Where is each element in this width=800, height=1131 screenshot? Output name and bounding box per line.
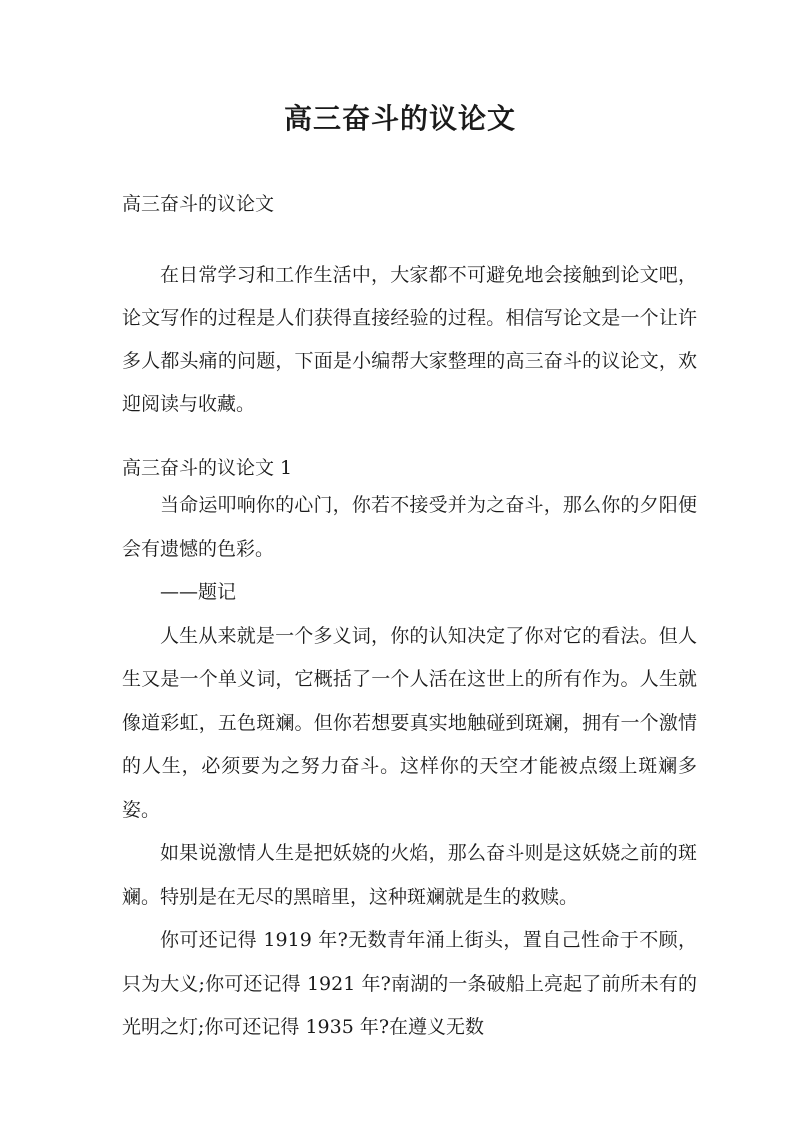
intro-block <box>122 254 697 426</box>
body-paragraph: 如果说激情人生是把妖娆的火焰，那么奋斗则是这妖娆之前的斑斓。特别是在无尽的黑暗里，这种斑斓就是生的救赎。 <box>122 842 697 908</box>
body-paragraph: 你可还记得 1919 年?无数青年涌上街头，置自己性命于不顾，只为大义;你可还记得 1921 年?南湖的一条破船上亮起了前所未有的光明之灯;你可还记得 1935 年?在遵义无数 <box>122 929 697 1038</box>
body-paragraph: 人生从来就是一个多义词，你的认知决定了你对它的看法。但人生又是一个单义词，它概括了一个人活在这世上的所有作为。人生就像道彩虹，五色斑斓。但你若想要真实地触碰到斑斓，拥有一个激情的人生，必须要为之努力奋斗。这样你的天空才能被点缀上斑斓多姿。 <box>122 624 697 821</box>
section-heading: 高三奋斗的议论文 1 <box>122 457 293 479</box>
section-body <box>122 484 697 1050</box>
document-title: 高三奋斗的议论文 <box>283 102 516 135</box>
epigraph-attribution: ——题记 <box>160 581 237 603</box>
intro-paragraph: 在日常学习和工作生活中，大家都不可避免地会接触到论文吧，论文写作的过程是人们获得直接经验的过程。相信写论文是一个让许多人都头痛的问题，下面是小编帮大家整理的高三奋斗的议论文，欢迎阅读与收藏。 <box>122 264 697 415</box>
document-subtitle: 高三奋斗的议论文 <box>122 193 275 215</box>
body-paragraph: 当命运叩响你的心门，你若不接受并为之奋斗，那么你的夕阳便会有遗憾的色彩。 <box>122 494 697 560</box>
